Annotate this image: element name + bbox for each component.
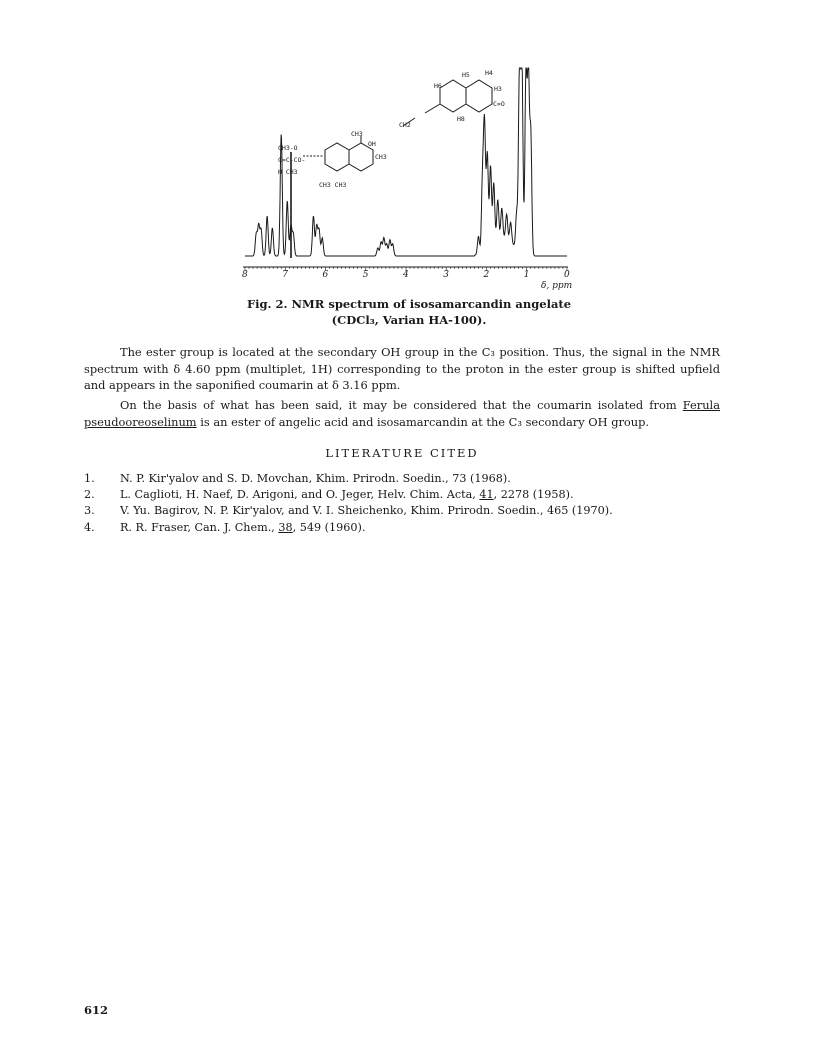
axis-unit-label: δ, ppm — [541, 281, 573, 291]
ch3-top-label: CH3 — [351, 130, 363, 138]
nmr-spectrum-plot — [235, 66, 580, 294]
gem-dimethyl-label: CH3 CH3 — [319, 181, 347, 189]
figure-caption-title: Fig. 2. NMR spectrum of isosamarcandin angelate — [246, 297, 572, 311]
chemical-structure — [291, 80, 492, 258]
ester-line3-label: H CH3 — [278, 168, 298, 176]
reference-volume: 38 — [278, 520, 293, 534]
paragraph-conclusion-text-b: is an ester of angelic acid and isosamarcandin at the C₃ secondary OH group. — [196, 414, 650, 429]
ester-line2-label: C=C-CO- — [278, 156, 306, 164]
ch2-label: CH2 — [399, 121, 411, 129]
species-name: Ferula pseudooreoselinum — [84, 398, 720, 429]
h5-label: H5 — [462, 71, 470, 79]
literature-heading: LITERATURE CITED — [325, 446, 479, 460]
h6-label: H6 — [434, 82, 442, 90]
reference-list — [84, 471, 734, 536]
reference-number: 1. — [84, 472, 95, 485]
reference-text: V. Yu. Bagirov, N. P. Kir'yalov, and V. I. Sheichenko, Khim. Prirodn. Soedin., 465 (1970). — [120, 504, 613, 518]
nmr-spectrum-figure — [235, 66, 580, 294]
axis-tick-label: 8 — [242, 270, 248, 280]
paragraph-conclusion — [84, 397, 720, 430]
reference-text-a: R. R. Fraser, Can. J. Chem., — [120, 520, 279, 534]
reference-number: 4. — [84, 520, 95, 534]
reference-text: N. P. Kir'yalov and S. D. Movchan, Khim. Prirodn. Soedin., 73 (1968). — [120, 472, 511, 485]
paragraph-conclusion-text-a: On the basis of what has been said, it may be considered that the coumarin isolated from — [120, 398, 683, 412]
axis-tick-labels — [242, 270, 570, 280]
reference-text-b: , 549 (1960). — [292, 520, 366, 534]
reference-volume: 41 — [479, 488, 494, 502]
reference-number: 2. — [84, 488, 95, 502]
reference-text — [120, 520, 365, 536]
reference-text — [120, 487, 574, 503]
axis-tick-label: 3 — [443, 270, 449, 280]
reference-item — [84, 520, 734, 536]
axis-tick-label: 6 — [322, 270, 329, 280]
paragraph-ester-position-text: The ester group is located at the secondary OH group in the C₃ position. Thus, the signal in the NMR spectrum with δ 4.60 ppm (multiplet, 1H) corresponding to the proton in the ester group is shifted upfield and appears in the saponified coumarin at δ 3.16 ppm. — [84, 345, 720, 392]
reference-text-b: , 2278 (1958). — [493, 488, 574, 502]
h4-label: H4 — [485, 69, 493, 77]
paragraph-ester-position — [84, 344, 720, 394]
axis-tick-label: 5 — [362, 270, 369, 280]
reference-text-a: L. Caglioti, H. Naef, D. Arigoni, and O. Jeger, Helv. Chim. Acta, — [120, 488, 480, 502]
axis-tick-label: 7 — [282, 270, 288, 280]
page-number: 612 — [84, 1003, 109, 1017]
oh-label: OH — [368, 140, 376, 148]
h3-label: H3 — [494, 85, 502, 93]
ch3-right-label: CH3 — [375, 153, 387, 161]
reference-number: 3. — [84, 504, 95, 518]
h8-label: H8 — [457, 115, 465, 123]
reference-item — [84, 503, 734, 519]
axis-tick-label: 1 — [523, 270, 530, 280]
axis-tick-label: 4 — [403, 270, 409, 280]
reference-item — [84, 471, 734, 487]
axis-tick-label: 0 — [564, 270, 570, 280]
reference-item — [84, 487, 734, 503]
axis-tick-label: 2 — [483, 270, 490, 280]
ester-line1-label: CH3-O — [278, 144, 298, 152]
carbonyl-label: C=O — [493, 100, 505, 108]
figure-caption-conditions: (CDCl₃, Varian HA-100). — [331, 313, 487, 327]
